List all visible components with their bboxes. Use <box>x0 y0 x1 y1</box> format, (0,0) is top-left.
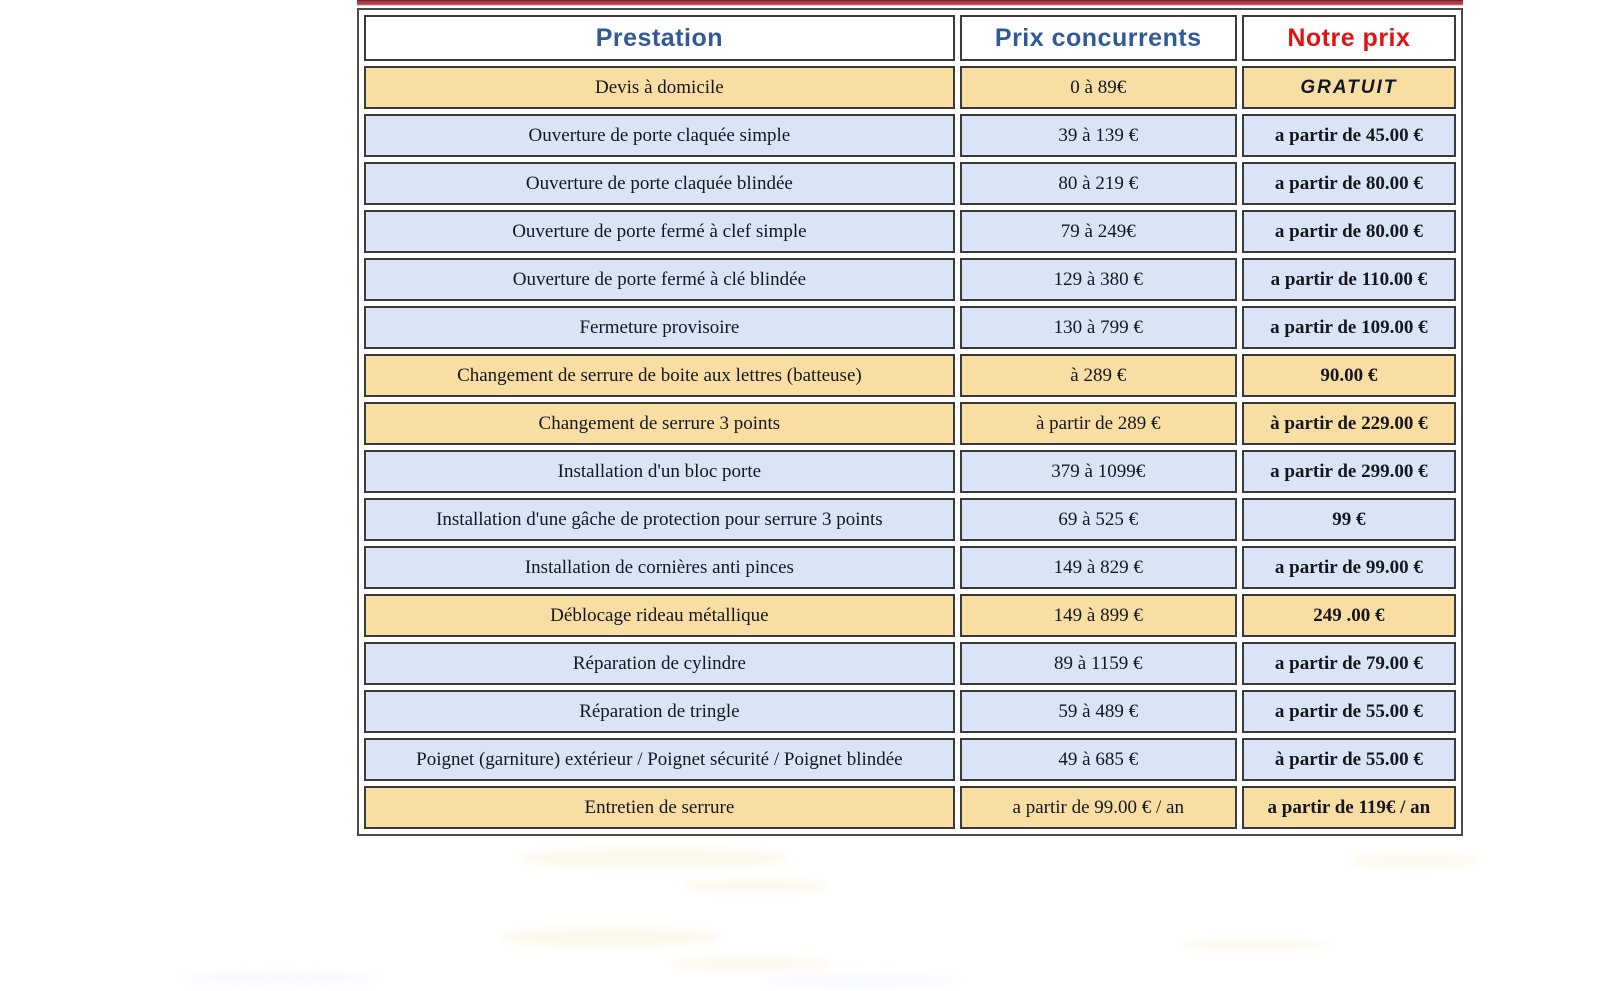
page-artifact-smudge <box>760 975 960 987</box>
pricing-table-container <box>357 0 1463 836</box>
our-price-cell: à partir de 55.00 € <box>1242 738 1456 781</box>
table-row <box>364 66 1456 109</box>
table-row <box>364 738 1456 781</box>
prestation-cell: Ouverture de porte fermé à clef simple <box>364 210 955 253</box>
our-price-cell: a partir de 110.00 € <box>1242 258 1456 301</box>
competitor-price-cell: 149 à 899 € <box>960 594 1237 637</box>
table-row <box>364 306 1456 349</box>
page-artifact-smudge <box>1350 855 1480 867</box>
our-price-cell: GRATUIT <box>1242 66 1456 109</box>
table-row <box>364 690 1456 733</box>
page-artifact-smudge <box>500 928 720 946</box>
competitor-price-cell: 149 à 829 € <box>960 546 1237 589</box>
table-row <box>364 114 1456 157</box>
our-price-cell: a partir de 55.00 € <box>1242 690 1456 733</box>
prestation-cell: Réparation de tringle <box>364 690 955 733</box>
prestation-cell: Changement de serrure de boite aux lettres (batteuse) <box>364 354 955 397</box>
competitor-price-cell: 130 à 799 € <box>960 306 1237 349</box>
our-price-cell: a partir de 79.00 € <box>1242 642 1456 685</box>
our-price-cell: à partir de 229.00 € <box>1242 402 1456 445</box>
competitor-price-cell: 379 à 1099€ <box>960 450 1237 493</box>
prestation-cell: Entretien de serrure <box>364 786 955 829</box>
table-row <box>364 162 1456 205</box>
pricing-table-body <box>364 66 1456 829</box>
our-price-cell: a partir de 45.00 € <box>1242 114 1456 157</box>
column-header-notre-prix: Notre prix <box>1242 15 1456 61</box>
competitor-price-cell: à partir de 289 € <box>960 402 1237 445</box>
prestation-cell: Ouverture de porte claquée blindée <box>364 162 955 205</box>
table-row <box>364 450 1456 493</box>
our-price-cell: 99 € <box>1242 498 1456 541</box>
column-header-prestation: Prestation <box>364 15 955 61</box>
table-row <box>364 354 1456 397</box>
header-row <box>364 15 1456 61</box>
our-price-cell: a partir de 119€ / an <box>1242 786 1456 829</box>
our-price-cell: 90.00 € <box>1242 354 1456 397</box>
prestation-cell: Poignet (garniture) extérieur / Poignet sécurité / Poignet blindée <box>364 738 955 781</box>
table-row <box>364 402 1456 445</box>
pricing-table <box>357 8 1463 836</box>
prestation-cell: Installation de cornières anti pinces <box>364 546 955 589</box>
table-row <box>364 786 1456 829</box>
our-price-cell: a partir de 80.00 € <box>1242 162 1456 205</box>
column-header-prix-concurrents: Prix concurrents <box>960 15 1237 61</box>
prestation-cell: Déblocage rideau métallique <box>364 594 955 637</box>
our-price-cell: a partir de 99.00 € <box>1242 546 1456 589</box>
page-artifact-smudge <box>1180 940 1330 950</box>
top-accent-line <box>357 0 1463 6</box>
competitor-price-cell: a partir de 99.00 € / an <box>960 786 1237 829</box>
competitor-price-cell: 59 à 489 € <box>960 690 1237 733</box>
our-price-cell: a partir de 299.00 € <box>1242 450 1456 493</box>
table-row <box>364 546 1456 589</box>
prestation-cell: Réparation de cylindre <box>364 642 955 685</box>
page-artifact-smudge <box>680 880 830 892</box>
page-artifact-smudge <box>180 972 380 984</box>
prestation-cell: Installation d'une gâche de protection pour serrure 3 points <box>364 498 955 541</box>
page-artifact-smudge <box>670 958 830 970</box>
table-row <box>364 210 1456 253</box>
table-row <box>364 498 1456 541</box>
competitor-price-cell: 80 à 219 € <box>960 162 1237 205</box>
prestation-cell: Devis à domicile <box>364 66 955 109</box>
prestation-cell: Ouverture de porte fermé à clé blindée <box>364 258 955 301</box>
prestation-cell: Ouverture de porte claquée simple <box>364 114 955 157</box>
competitor-price-cell: 49 à 685 € <box>960 738 1237 781</box>
competitor-price-cell: 79 à 249€ <box>960 210 1237 253</box>
our-price-cell: a partir de 80.00 € <box>1242 210 1456 253</box>
competitor-price-cell: 0 à 89€ <box>960 66 1237 109</box>
prestation-cell: Changement de serrure 3 points <box>364 402 955 445</box>
our-price-cell: a partir de 109.00 € <box>1242 306 1456 349</box>
competitor-price-cell: 69 à 525 € <box>960 498 1237 541</box>
competitor-price-cell: 39 à 139 € <box>960 114 1237 157</box>
competitor-price-cell: 89 à 1159 € <box>960 642 1237 685</box>
prestation-cell: Installation d'un bloc porte <box>364 450 955 493</box>
our-price-cell: 249 .00 € <box>1242 594 1456 637</box>
table-row <box>364 258 1456 301</box>
page-artifact-smudge <box>520 848 790 868</box>
prestation-cell: Fermeture provisoire <box>364 306 955 349</box>
table-row <box>364 594 1456 637</box>
competitor-price-cell: à 289 € <box>960 354 1237 397</box>
competitor-price-cell: 129 à 380 € <box>960 258 1237 301</box>
table-row <box>364 642 1456 685</box>
